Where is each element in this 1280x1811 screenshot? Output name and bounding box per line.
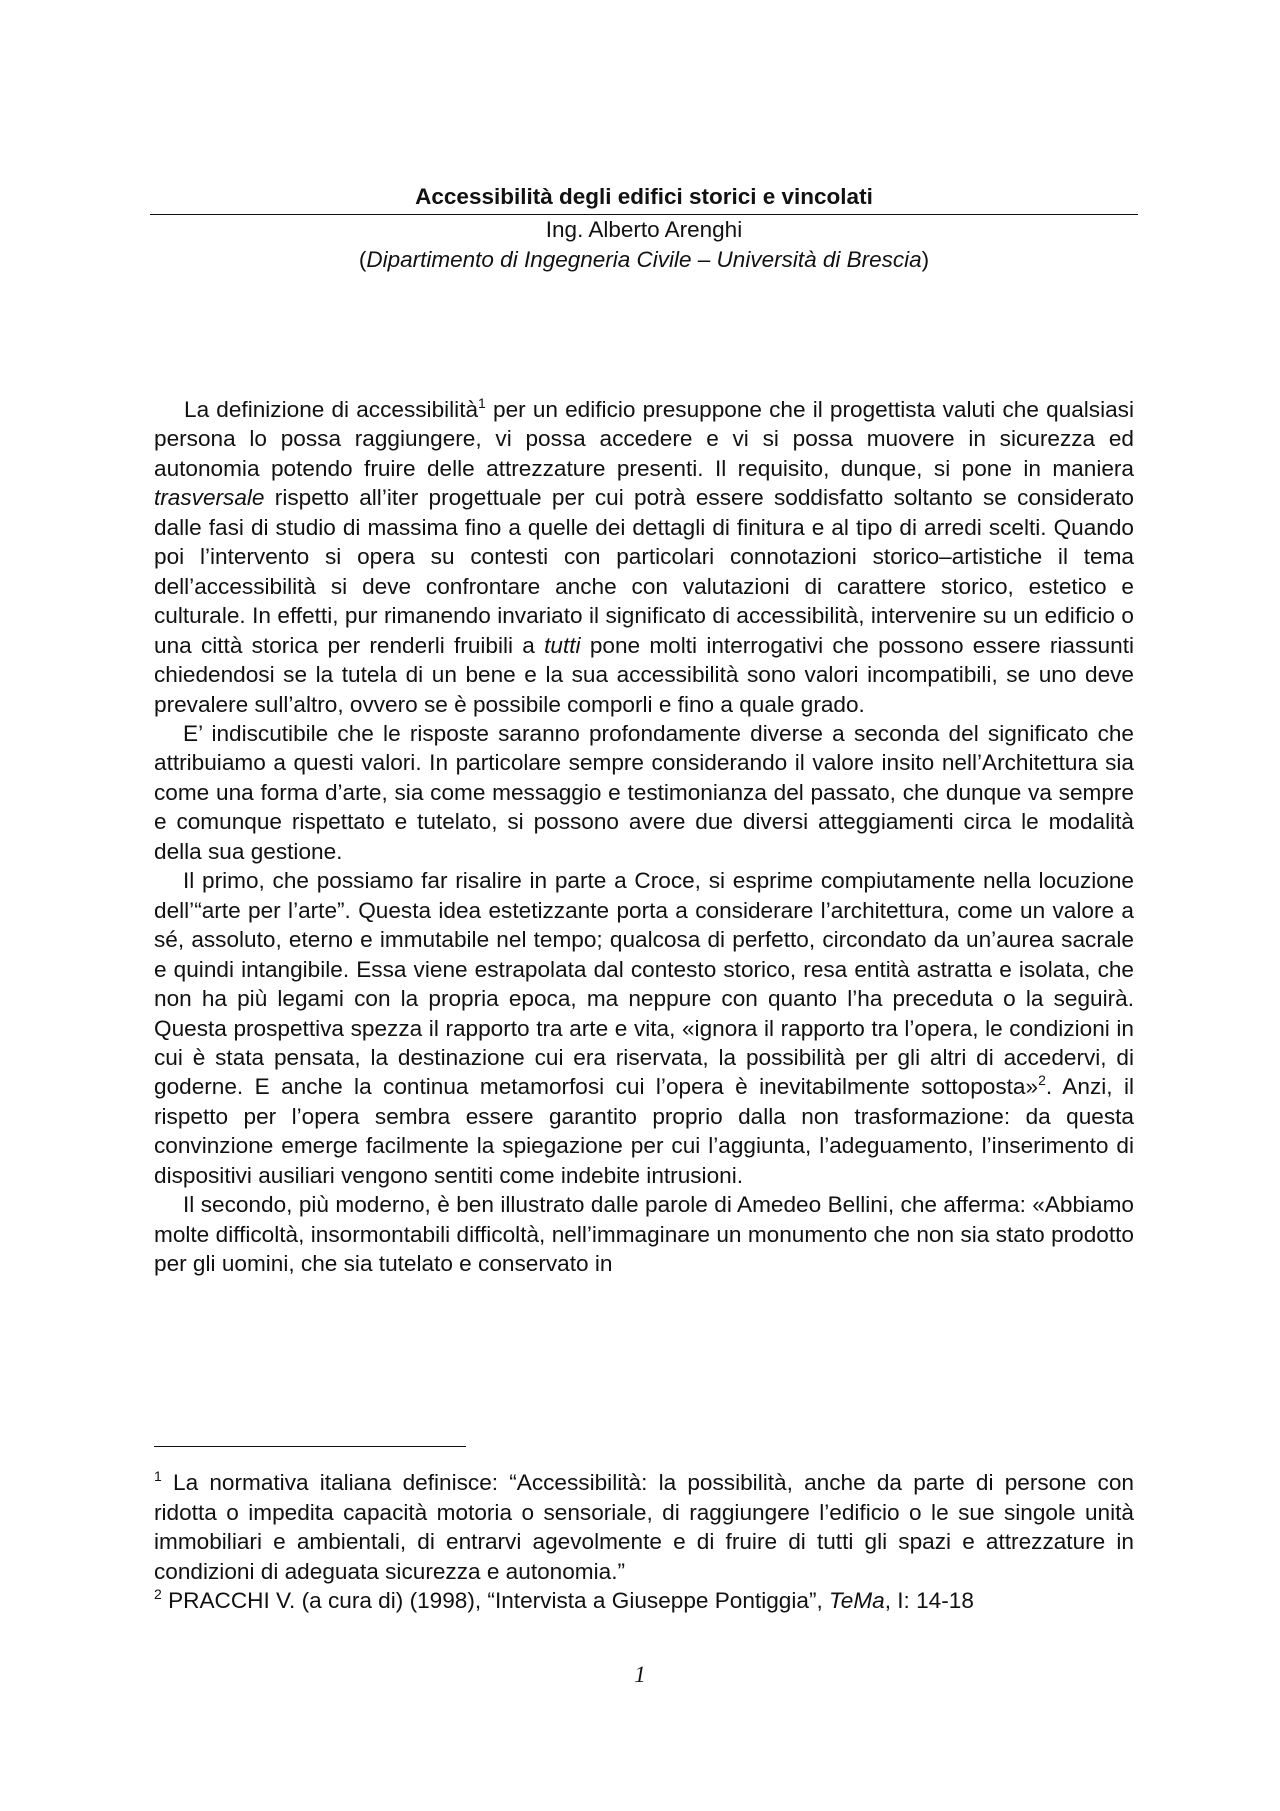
footnote-1 (154, 1468, 1134, 1586)
page-number: 1 (634, 1662, 646, 1687)
paragraph-1-part-c: rispetto all’iter progettuale per cui potrà essere soddisfatto soltanto se considerato dalle fasi di studio di massima fino a quelle dei dettagli di finitura e al tipo di arredi scelti. Quando poi l’intervento si opera su contesti con particolari connotazioni storico–artistiche il tema dell’accessibilità si deve confrontare anche con valutazioni di carattere storico, estetico e culturale. In effetti, pur rimanendo invariato il significato di accessibilità, intervenire su un edificio o una città storica per renderli fruibili a (154, 485, 1134, 658)
emphasis-tutti: tutti (544, 632, 581, 658)
body-text (154, 395, 1134, 1279)
document-title: Accessibilità degli edifici storici e vincolati (150, 182, 1138, 215)
footnote-1-text: La normativa italiana definisce: “Accessibilità: la possibilità, anche da parte di persone con ridotta o impedita capacità motoria o sensoriale, di raggiungere l’edificio o le sue singole unità immobiliari e ambientali, di entrarvi agevolmente e di fruire di tutti gli spazi e attrezzature in condizioni di adeguata sicurezza e autonomia.” (154, 1470, 1134, 1584)
footnote-2-text-a: PRACCHI V. (a cura di) (1998), “Intervista a Giuseppe Pontiggia”, (161, 1588, 830, 1613)
emphasis-trasversale: trasversale (154, 485, 265, 511)
author-name: Ing. Alberto Arenghi (545, 217, 743, 242)
document-header (150, 182, 1138, 275)
footnote-2 (154, 1586, 1134, 1616)
footnote-1-number: 1 (154, 1468, 162, 1484)
affiliation-text: Dipartimento di Ingegneria Civile – Università di Brescia (366, 247, 922, 272)
paragraph-1-part-b: per un edificio presuppone che il progettista valuti che qualsiasi persona lo possa raggiungere, vi possa accedere e vi si possa muovere in sicurezza ed autonomia potendo fruire delle attrezzature presenti. Il requisito, dunque, si pone in maniera (154, 397, 1134, 481)
paragraph-3-part-a: Il primo, che possiamo far risalire in parte a Croce, si esprime compiutamente nella locuzione dell’“arte per l’arte”. Questa idea estetizzante porta a considerare l’architettura, come un valore a sé, assoluto, eterno e immutabile nel tempo; qualcosa di perfetto, circondato da un’aurea sacrale e quindi intangibile. Essa viene estrapolata dal contesto storico, resa entità astratta e isolata, che non ha più legami con la propria epoca, ma neppure con quanto l’ha preceduta o la seguirà. Questa prospettiva spezza il rapporto tra arte e vita, «ignora il rapporto tra l’opera, le condizioni in cui è stata pensata, la destinazione cui era riservata, la possibilità per gli altri di accedervi, di goderne. E anche la continua metamorfosi cui l’opera è inevitabilmente sottoposta» (154, 868, 1134, 1100)
paragraph-3-part-b: . Anzi, il rispetto per l’opera sembra essere garantito proprio dalla non trasformazione: da questa convinzione emerge facilmente la spiegazione per cui l’aggiunta, l’adeguamento, l’inserimento di dispositivi ausiliari vengono sentiti come indebite intrusioni. (154, 1074, 1134, 1188)
footnote-separator (154, 1446, 466, 1447)
affiliation-open-paren: ( (358, 247, 367, 272)
paragraph-3 (154, 866, 1134, 1190)
footnote-2-journal: TeMa (829, 1588, 885, 1613)
footnotes (154, 1468, 1134, 1616)
footnote-2-text-b: , I: 14-18 (884, 1588, 974, 1613)
footnote-reference-2[interactable]: 2 (1038, 1072, 1046, 1089)
paragraph-1-part-a: La definizione di accessibilità (184, 397, 479, 422)
paragraph-2: E’ indiscutibile che le risposte saranno profondamente diverse a seconda del significato che attribuiamo a questi valori. In particolare sempre considerando il valore insito nell’Architettura sia come una forma d’arte, sia come messaggio e testimonianza del passato, che dunque va sempre e comunque rispettato e tutelato, si possono avere due diversi atteggiamenti circa le modalità della sua gestione. (154, 720, 1134, 864)
footnote-2-number: 2 (154, 1586, 162, 1602)
author-affiliation (150, 245, 1138, 275)
footnote-reference-1[interactable]: 1 (478, 395, 486, 411)
paragraph-4: Il secondo, più moderno, è ben illustrato dalle parole di Amedeo Bellini, che afferma: «Abbiamo molte difficoltà, insormontabili difficoltà, nell’immaginare un monumento che non sia stato prodotto per gli uomini, che sia tutelato e conservato in (154, 1192, 1134, 1277)
paragraph-1 (154, 395, 1134, 719)
affiliation-close-paren: ) (921, 247, 930, 272)
paragraph-1-part-d: pone molti interrogativi che possono essere riassunti chiedendosi se la tutela di un bene e la sua accessibilità sono valori incompatibili, se uno deve prevalere sull’altro, ovvero se è possibile comporli e fino a quale grado. (154, 632, 1134, 717)
